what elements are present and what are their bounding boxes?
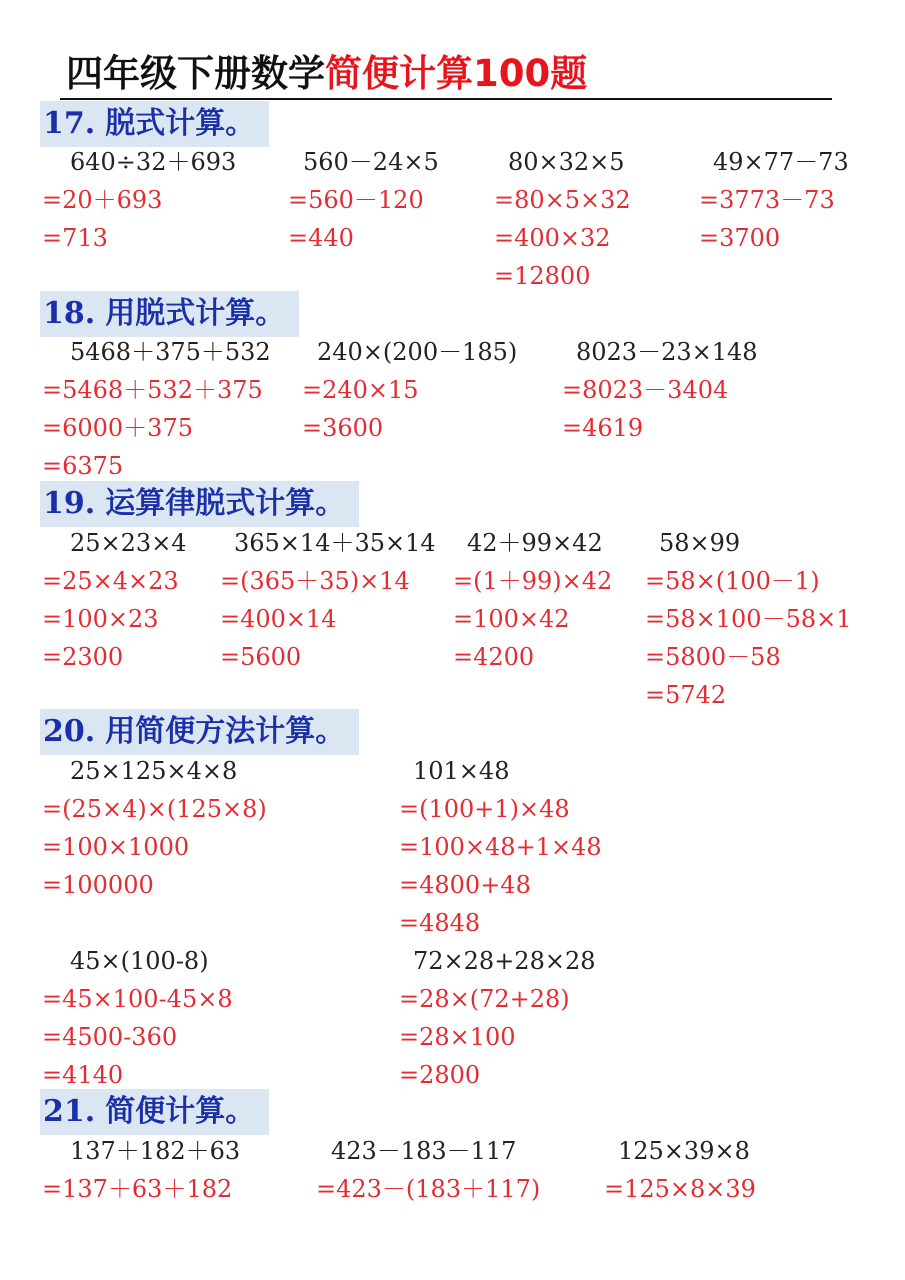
section-heading: 简便计算。 <box>105 1094 256 1129</box>
answer-step: =440 <box>288 224 354 252</box>
title-underline <box>60 98 832 100</box>
answer-step: =5600 <box>220 643 302 671</box>
answer-step: =45×100-45×8 <box>42 985 233 1013</box>
answer-step: =4800+48 <box>399 871 531 899</box>
answer-step: =100×23 <box>42 605 159 633</box>
problem-19-1: 25×23×4 <box>70 529 187 557</box>
section-19-header <box>40 481 359 527</box>
answer-step: =58×100－58×1 <box>645 605 852 633</box>
section-number: 20. <box>43 714 96 749</box>
answer-step: =5468＋532＋375 <box>42 376 263 404</box>
problem-20-1: 25×125×4×8 <box>70 757 238 785</box>
section-20-header <box>40 709 359 755</box>
answer-step: =12800 <box>494 262 591 290</box>
problem-19-2: 365×14＋35×14 <box>234 529 436 557</box>
answer-step: =560－120 <box>288 186 424 214</box>
problem-20-4: 72×28+28×28 <box>413 947 596 975</box>
section-18-header <box>40 291 299 337</box>
answer-step: =100×1000 <box>42 833 190 861</box>
title-main: 四年级下册数学 <box>66 52 325 95</box>
answer-step: =5800－58 <box>645 643 781 671</box>
problem-20-3: 45×(100-8) <box>70 947 209 975</box>
answer-step: =713 <box>42 224 108 252</box>
problem-21-1: 137＋182＋63 <box>70 1137 241 1165</box>
problem-18-2: 240×(200－185) <box>317 338 518 366</box>
answer-step: =125×8×39 <box>604 1175 756 1203</box>
problem-19-4: 58×99 <box>659 529 741 557</box>
answer-step: =4619 <box>562 414 644 442</box>
answer-step: =5742 <box>645 681 727 709</box>
answer-step: =28×100 <box>399 1023 516 1051</box>
section-number: 18. <box>43 296 96 331</box>
answer-step: =8023－3404 <box>562 376 729 404</box>
problem-19-3: 42＋99×42 <box>467 529 603 557</box>
section-21-header <box>40 1089 269 1135</box>
problem-17-3: 80×32×5 <box>508 148 625 176</box>
section-heading: 用脱式计算。 <box>105 296 286 331</box>
answer-step: =100000 <box>42 871 154 899</box>
answer-step: =25×4×23 <box>42 567 179 595</box>
section-heading: 脱式计算。 <box>105 106 256 141</box>
answer-step: =3773－73 <box>699 186 835 214</box>
problem-17-2: 560－24×5 <box>303 148 439 176</box>
answer-step: =58×(100－1) <box>645 567 820 595</box>
problem-18-1: 5468＋375＋532 <box>70 338 271 366</box>
answer-step: =4848 <box>399 909 481 937</box>
page-title <box>66 52 587 96</box>
problem-17-4: 49×77－73 <box>713 148 849 176</box>
section-heading: 运算律脱式计算。 <box>105 486 346 521</box>
problem-21-2: 423－183－117 <box>331 1137 517 1165</box>
answer-step: =(25×4)×(125×8) <box>42 795 267 823</box>
answer-step: =2300 <box>42 643 124 671</box>
section-number: 21. <box>43 1094 96 1129</box>
section-17-header <box>40 101 269 147</box>
answer-step: =423－(183＋117) <box>316 1175 541 1203</box>
answer-step: =240×15 <box>302 376 419 404</box>
answer-step: =3700 <box>699 224 781 252</box>
problem-20-2: 101×48 <box>413 757 510 785</box>
answer-step: =(365＋35)×14 <box>220 567 410 595</box>
section-heading: 用简便方法计算。 <box>105 714 346 749</box>
problem-17-1: 640÷32＋693 <box>70 148 237 176</box>
answer-step: =6375 <box>42 452 124 480</box>
answer-step: =100×48+1×48 <box>399 833 602 861</box>
answer-step: =100×42 <box>453 605 570 633</box>
problem-21-3: 125×39×8 <box>618 1137 750 1165</box>
answer-step: =2800 <box>399 1061 481 1089</box>
problem-18-3: 8023－23×148 <box>576 338 758 366</box>
answer-step: =3600 <box>302 414 384 442</box>
title-highlight: 简便计算100题 <box>325 52 588 95</box>
answer-step: =400×14 <box>220 605 337 633</box>
answer-step: =4500-360 <box>42 1023 178 1051</box>
answer-step: =6000＋375 <box>42 414 193 442</box>
answer-step: =20＋693 <box>42 186 163 214</box>
answer-step: =400×32 <box>494 224 611 252</box>
answer-step: =(1＋99)×42 <box>453 567 613 595</box>
answer-step: =(100+1)×48 <box>399 795 570 823</box>
section-number: 17. <box>43 106 96 141</box>
answer-step: =4200 <box>453 643 535 671</box>
answer-step: =28×(72+28) <box>399 985 570 1013</box>
section-number: 19. <box>43 486 96 521</box>
answer-step: =80×5×32 <box>494 186 631 214</box>
answer-step: =4140 <box>42 1061 124 1089</box>
answer-step: =137＋63＋182 <box>42 1175 233 1203</box>
